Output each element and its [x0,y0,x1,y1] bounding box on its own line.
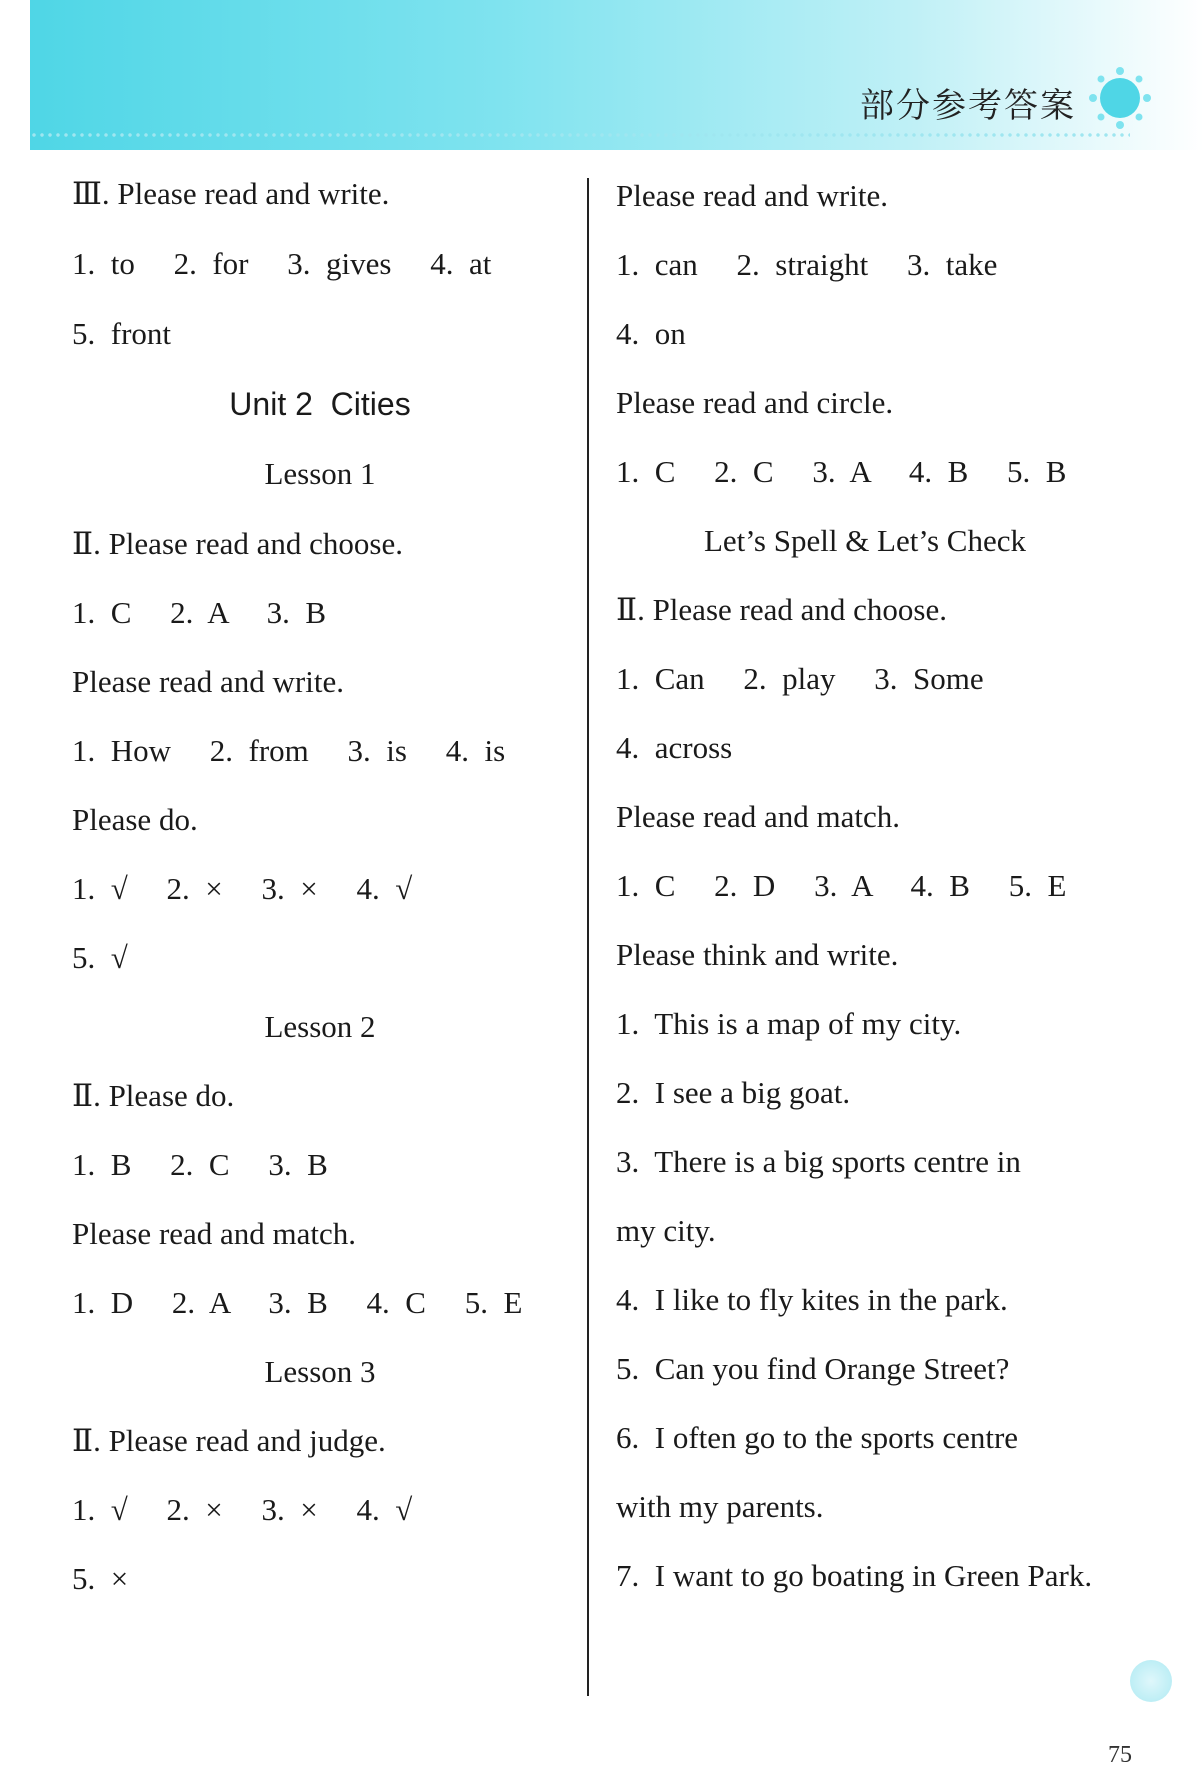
section-heading: Please read and match. [72,1216,357,1251]
lesson-title: Lesson 2 [264,1009,376,1044]
answer-line: 1. C 2. D 3. A 4. B 5. E [616,868,1067,903]
answer-line: 6. I often go to the sports centre [616,1420,1019,1455]
header-dotted-border [30,132,1130,138]
section-heading: Please read and write. [616,178,888,213]
lesson-title: Lesson 1 [264,456,376,491]
answer-line: 1. How 2. from 3. is 4. is [72,733,506,768]
answer-line: 1. C 2. A 3. B [72,595,327,630]
answer-line: 1. to 2. for 3. gives 4. at [72,246,492,281]
answer-line: 1. C 2. C 3. A 4. B 5. B [616,454,1067,489]
sun-icon [1088,66,1152,130]
answer-line: 1. This is a map of my city. [616,1006,962,1041]
answer-line: 5. Can you find Orange Street? [616,1351,1010,1386]
answer-line: 1. B 2. C 3. B [72,1147,328,1182]
answer-line: 1. Can 2. play 3. Some [616,661,984,696]
answer-line: 2. I see a big goat. [616,1075,851,1110]
section-heading: Ⅱ. Please read and choose. [616,592,947,627]
lesson-title: Lesson 3 [264,1354,376,1389]
header-band [30,0,1204,150]
section-heading: Please read and write. [72,664,344,699]
page-section-title: 部分参考答案 [860,86,1076,126]
answer-line: 5. √ [72,940,128,975]
decorative-dot [1130,1660,1172,1702]
answer-line: 7. I want to go boating in Green Park. [616,1558,1093,1593]
answer-line: 4. across [616,730,733,765]
answer-line: 4. I like to fly kites in the park. [616,1282,1008,1317]
section-heading: Ⅱ. Please read and judge. [72,1423,386,1458]
section-heading: Please do. [72,802,198,837]
answer-line: with my parents. [616,1489,824,1524]
answer-line: 1. D 2. A 3. B 4. C 5. E [72,1285,523,1320]
answer-line: 1. can 2. straight 3. take [616,247,998,282]
answer-line: 5. × [72,1561,129,1596]
section-heading: Ⅲ. Please read and write. [72,176,390,211]
section-heading: Please read and match. [616,799,901,834]
page-number: 75 [1108,1742,1132,1768]
answer-line: 5. front [72,316,172,351]
unit-title: Unit 2 Cities [229,386,411,422]
lesson-title: Let’s Spell & Let’s Check [703,523,1026,558]
answer-line: 4. on [616,316,686,351]
section-heading: Ⅱ. Please read and choose. [72,526,403,561]
section-heading: Please read and circle. [616,385,894,420]
answer-line: 3. There is a big sports centre in [616,1144,1021,1179]
section-heading: Please think and write. [616,937,899,972]
answer-line: 1. √ 2. × 3. × 4. √ [72,871,413,906]
section-heading: Ⅱ. Please do. [72,1078,235,1113]
answer-line: 1. √ 2. × 3. × 4. √ [72,1492,413,1527]
column-divider [587,178,589,1696]
answer-line: my city. [616,1213,716,1248]
